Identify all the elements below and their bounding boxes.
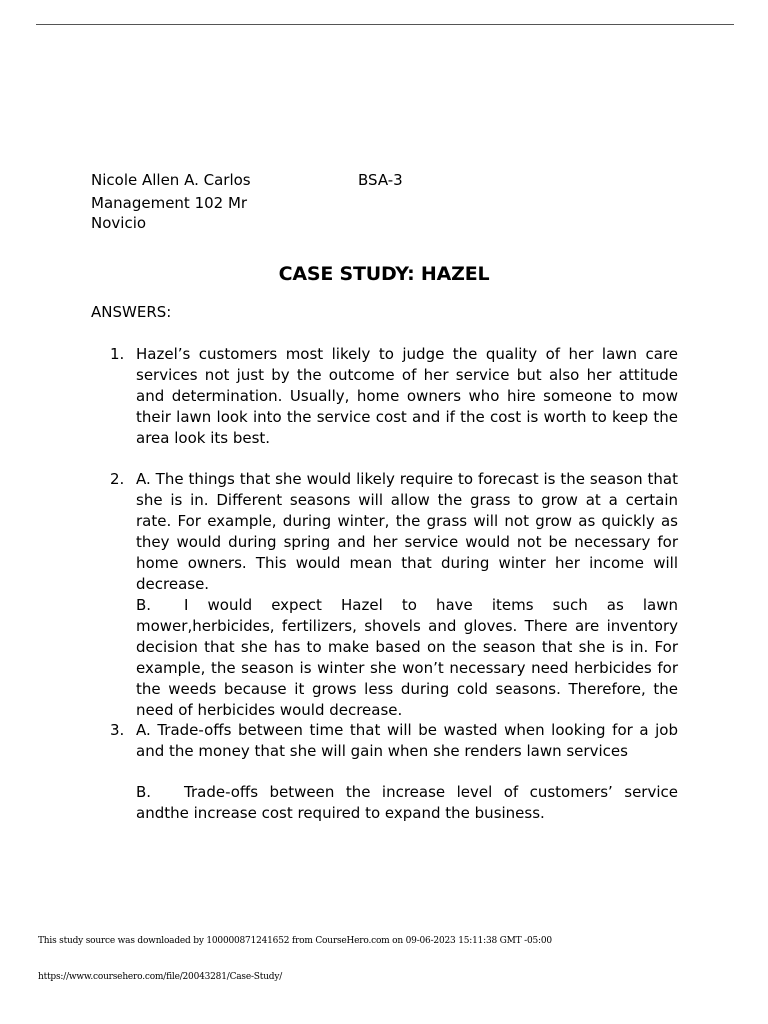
answer-part-b bbox=[136, 782, 678, 824]
answer-part-a bbox=[136, 720, 678, 762]
source-url: https://www.coursehero.com/file/20043281/Case-Study/ bbox=[38, 972, 283, 982]
student-name: Nicole Allen A. Carlos bbox=[91, 171, 251, 189]
download-notice: This study source was downloaded by 100000871241652 from CourseHero.com on 09-06-2023 15:11:38 GMT -05:00 bbox=[38, 936, 552, 946]
answers-label: ANSWERS: bbox=[91, 303, 172, 321]
part-letter: B. bbox=[136, 783, 152, 801]
answer-part-b bbox=[136, 595, 678, 721]
teacher-name: Novicio bbox=[91, 214, 147, 232]
part-letter: B. bbox=[136, 596, 152, 614]
answer-paragraph: A. The things that she would likely require to forecast is the season that she is in. Different seasons will allow the grass to grow at a certain rate. For example, during winter, the grass will not grow as quickly as they would during spring and her service would not be necessary for home owners. This would mean that during winter her income will decrease. bbox=[136, 470, 678, 593]
answer-text bbox=[136, 344, 678, 449]
top-divider bbox=[36, 24, 734, 25]
item-number: 2. bbox=[110, 470, 125, 488]
class-section: BSA-3 bbox=[358, 171, 403, 189]
answer-part-a bbox=[136, 469, 678, 595]
item-number: 1. bbox=[110, 345, 125, 363]
page-title: CASE STUDY: HAZEL bbox=[278, 263, 490, 285]
answer-paragraph: Hazel’s customers most likely to judge the quality of her lawn care services not just by the outcome of her service but also her attitude and determination. Usually, home owners who hire someone to mow their lawn look into the service cost and if the cost is worth to keep the area look its best. bbox=[136, 345, 678, 447]
answer-paragraph: Trade-offs between the increase level of customers’ service andthe increase cost required to expand the business. bbox=[136, 783, 678, 822]
answer-paragraph: I would expect Hazel to have items such as lawn mower,herbicides, fertilizers, shovels and gloves. There are inventory decision that she has to make based on the season that she is in. For example, the season is winter she won’t necessary need herbicides for the weeds because it grows less during cold seasons. Therefore, the need of herbicides would decrease. bbox=[136, 596, 678, 719]
item-number: 3. bbox=[110, 721, 125, 739]
answer-paragraph: A. Trade-offs between time that will be wasted when looking for a job and the money that she will gain when she renders lawn services bbox=[136, 721, 678, 760]
course-name: Management 102 Mr bbox=[91, 194, 248, 212]
